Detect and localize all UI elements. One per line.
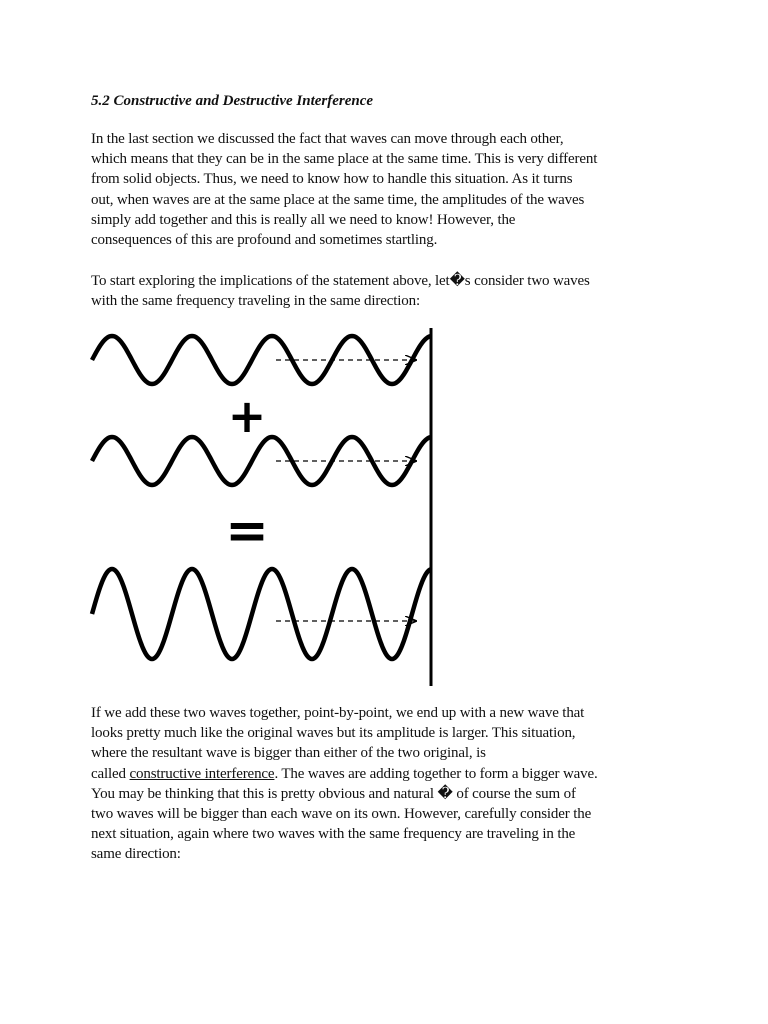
- text-line: next situation, again where two waves with the same frequency are traveling in the: [91, 826, 576, 843]
- text-line: from solid objects. Thus, we need to know how to handle this situation. As it turns: [91, 171, 573, 188]
- plus-symbol: +: [227, 389, 267, 443]
- constructive-interference-term: constructive interference: [129, 765, 275, 782]
- text-line-with-term: [91, 764, 691, 784]
- text-line: with the same frequency traveling in the same direction:: [91, 293, 420, 310]
- text-line: where the resultant wave is bigger than either of the two original, is: [91, 745, 486, 762]
- equals-symbol: =: [225, 501, 269, 561]
- text-line: If we add these two waves together, point-by-point, we end up with a new wave that: [91, 705, 585, 721]
- text-line: You may be thinking that this is pretty obvious and natural � of course the sum of: [91, 785, 576, 802]
- text-line: simply add together and this is really all we need to know! However, the: [91, 211, 516, 228]
- first-wave: [92, 336, 431, 384]
- text-line: looks pretty much like the original waves but its amplitude is larger. This situation,: [91, 725, 576, 742]
- text-line: To start exploring the implications of the statement above, let�s consider two waves: [91, 273, 590, 289]
- text-line: which means that they can be in the same place at the same time. This is very different: [91, 151, 598, 168]
- text-line: two waves will be bigger than each wave on its own. However, carefully consider the: [91, 806, 592, 823]
- text-line: same direction:: [91, 846, 181, 863]
- second-wave: [92, 437, 431, 485]
- text-line: out, when waves are at the same place at the same time, the amplitudes of the waves: [91, 191, 585, 208]
- term-suffix: . The waves are adding together to form a bigger wave.: [274, 765, 598, 782]
- term-prefix: called: [91, 765, 130, 782]
- text-line: consequences of this are profound and sometimes startling.: [91, 232, 438, 249]
- sum-wave: [92, 569, 431, 659]
- constructive-paragraph: [91, 703, 691, 865]
- text-line: In the last section we discussed the fact that waves can move through each other,: [91, 131, 564, 147]
- section-heading: 5.2 Constructive and Destructive Interference: [91, 93, 374, 109]
